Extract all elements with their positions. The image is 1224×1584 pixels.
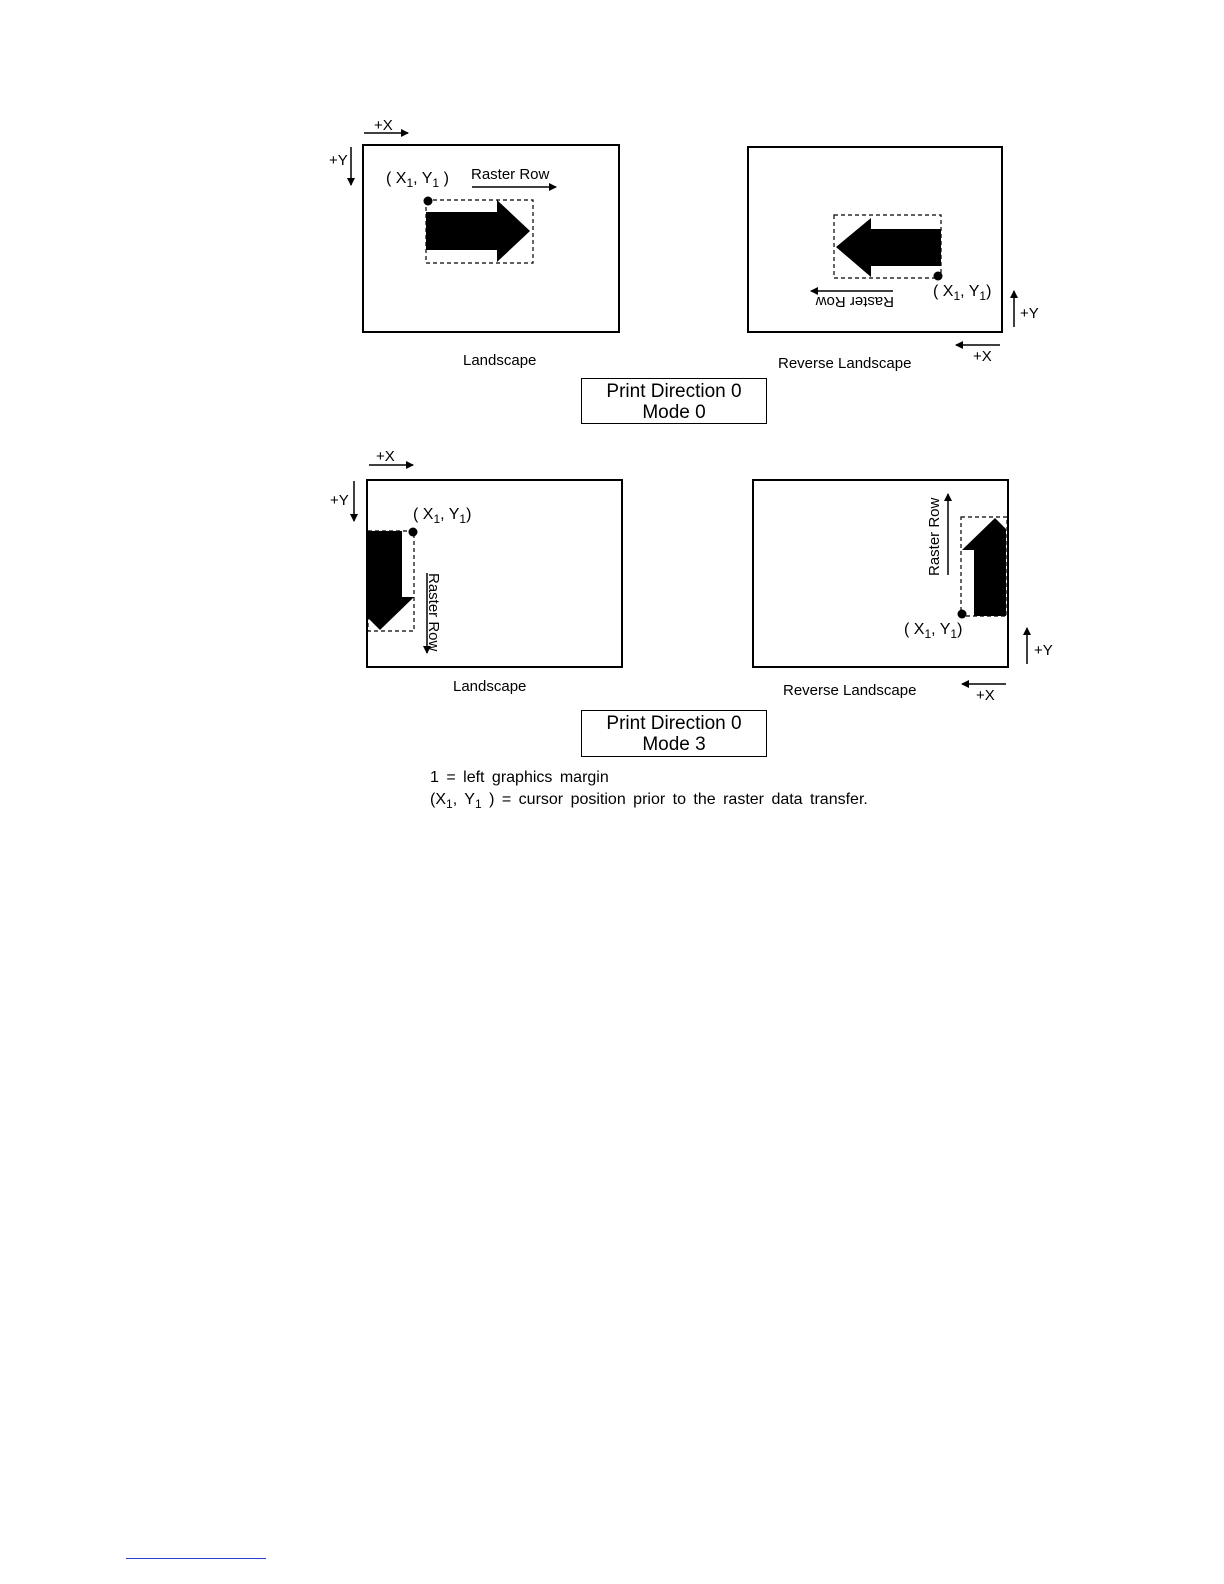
note-left-graphics-margin: 1 = left graphics margin [430,769,609,786]
mode0-right-cursor-dot [934,272,943,281]
mode3-left-plus-x-label: +X [376,448,395,465]
mode0-right-plus-x-label: +X [973,348,992,365]
mode0-left-plus-y-label: +Y [329,152,348,169]
mode0-left-caption: Landscape [463,352,537,369]
mode3-reverse-group [753,480,1027,684]
mode3-left-caption: Landscape [453,678,527,695]
mode0-box-line2: Mode 0 [642,402,706,423]
mode0-left-cursor-dot [424,197,433,206]
mode3-right-page-frame [753,480,1008,667]
mode3-right-caption: Reverse Landscape [783,682,917,699]
mode0-right-plus-y-label: +Y [1020,305,1039,322]
mode3-landscape-group [354,465,622,667]
mode3-right-cursor-dot [958,610,967,619]
mode0-left-big-arrow [426,200,530,262]
mode3-left-plus-y-label: +Y [330,492,349,509]
mode3-left-big-arrow [368,531,414,630]
mode3-box-line1: Print Direction 0 [606,713,742,734]
mode0-left-raster-row-label: Raster Row [471,166,550,183]
mode3-left-cursor-label: ( $X_1$, $Y_1$) [413,506,472,526]
footer-rule [126,1558,266,1559]
mode0-box-line1: Print Direction 0 [606,381,742,402]
mode3-right-raster-row-label: Raster Row [926,497,943,576]
mode0-print-direction-box [581,378,767,424]
mode3-right-plus-y-label: +Y [1034,642,1053,659]
mode0-right-raster-row-label: Raster Row [815,293,894,310]
mode3-left-raster-row-label: Raster Row [425,573,442,652]
mode0-left-cursor-label: ( $X_1$, $Y_1$ ) [386,170,449,190]
mode3-left-cursor-dot [409,528,418,537]
mode0-right-cursor-label: ( $X_1$, $Y_1$) [933,283,992,303]
mode3-left-page-frame [367,480,622,667]
mode3-print-direction-box [581,710,767,757]
mode0-left-plus-x-label: +X [374,117,393,134]
mode0-landscape-group [351,133,619,332]
mode3-box-line2: Mode 3 [642,734,706,755]
mode0-reverse-group [748,147,1014,345]
mode0-right-caption: Reverse Landscape [778,355,912,372]
mode3-right-big-arrow [962,518,1006,616]
note-cursor-position: ($X_1$, $Y_1$ ) = cursor position prior to the raster data transfer. [430,791,868,811]
mode3-right-plus-x-label: +X [976,687,995,704]
mode3-right-cursor-label: ( $X_1$, $Y_1$) [904,621,963,641]
mode0-right-big-arrow [836,218,941,277]
